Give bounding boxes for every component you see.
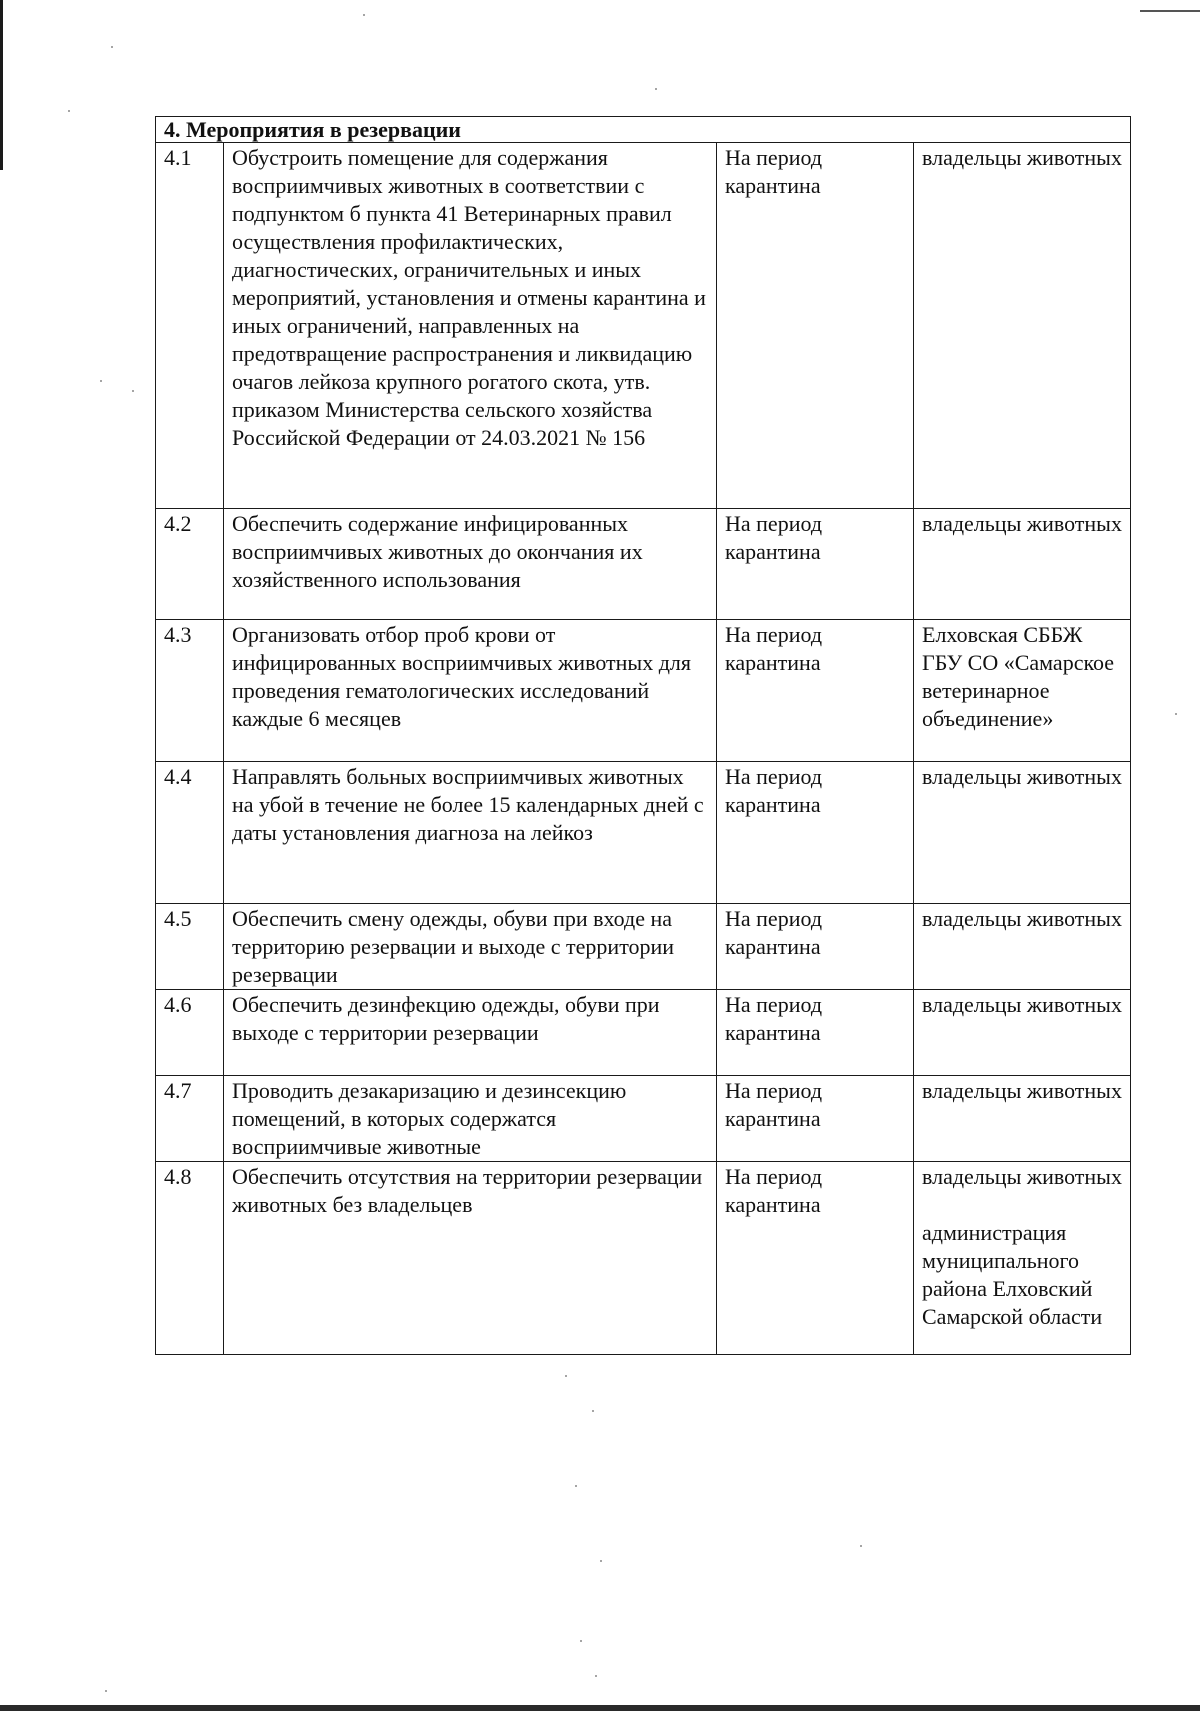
responsible-text: владельцы животных: [922, 764, 1122, 789]
row-action: Обеспечить отсутствия на территории резервации животных без владельцев: [224, 1162, 717, 1355]
row-period: На период карантина: [717, 990, 914, 1076]
scan-speck: [592, 1410, 594, 1412]
scan-speck: [565, 1375, 567, 1377]
scan-edge-top-right: [1140, 10, 1200, 12]
responsible-spacer: [922, 1191, 1122, 1219]
row-responsible: [914, 143, 1131, 509]
row-action: Обеспечить смену одежды, обуви при входе на территорию резервации и выходе с территории резервации: [224, 904, 717, 990]
row-responsible: [914, 509, 1131, 620]
row-number: 4.3: [156, 620, 224, 762]
scan-edge-left: [0, 0, 3, 170]
row-action: Направлять больных восприимчивых животных на убой в течение не более 15 календарных дней с даты установления диагноза на лейкоз: [224, 762, 717, 904]
row-number: 4.6: [156, 990, 224, 1076]
scan-edge-bottom: [0, 1705, 1200, 1711]
responsible-text: Елховская СББЖ ГБУ СО «Самарское ветеринарное объединение»: [922, 622, 1115, 731]
row-period: На период карантина: [717, 1076, 914, 1162]
section-header-row: [156, 117, 1131, 143]
scan-speck: [68, 110, 70, 112]
row-action: Обеспечить содержание инфицированных восприимчивых животных до окончания их хозяйственного использования: [224, 509, 717, 620]
row-period: На период карантина: [717, 762, 914, 904]
scan-speck: [132, 390, 134, 392]
row-period: На период карантина: [717, 143, 914, 509]
responsible-text: администрация муниципального района Елховский Самарской области: [922, 1220, 1103, 1329]
row-responsible: [914, 762, 1131, 904]
scan-speck: [1175, 713, 1177, 715]
row-number: 4.1: [156, 143, 224, 509]
row-number: 4.5: [156, 904, 224, 990]
row-number: 4.8: [156, 1162, 224, 1355]
table-row: [156, 762, 1131, 904]
row-period: На период карантина: [717, 904, 914, 990]
scan-speck: [100, 380, 102, 382]
scan-speck: [655, 88, 657, 90]
row-action: Обеспечить дезинфекцию одежды, обуви при выходе с территории резервации: [224, 990, 717, 1076]
scan-speck: [595, 1675, 597, 1677]
row-period: На период карантина: [717, 1162, 914, 1355]
responsible-text: владельцы животных: [922, 906, 1122, 931]
scan-speck: [111, 46, 113, 48]
row-period: На период карантина: [717, 509, 914, 620]
table-row: [156, 904, 1131, 990]
scan-speck: [600, 1560, 602, 1562]
responsible-text: владельцы животных: [922, 511, 1122, 536]
responsible-text: владельцы животных: [922, 1078, 1122, 1103]
scan-speck: [105, 1690, 107, 1692]
row-action: Обустроить помещение для содержания восприимчивых животных в соответствии с подпунктом б пункта 41 Ветеринарных правил осуществления профилактических, диагностических, ограничительных и иных мероприятий, установления и отмены карантина и иных ограничений, направленных на предотвращение распространения и ликвидацию очагов лейкоза крупного рогатого скота, утв. приказом Министерства сельского хозяйства Российской Федерации от 24.03.2021 № 156: [224, 143, 717, 509]
table-row: [156, 1162, 1131, 1355]
row-action: Организовать отбор проб крови от инфицированных восприимчивых животных для проведения гематологических исследований каждые 6 месяцев: [224, 620, 717, 762]
row-responsible: [914, 990, 1131, 1076]
row-action: Проводить дезакаризацию и дезинсекцию помещений, в которых содержатся восприимчивые животные: [224, 1076, 717, 1162]
responsible-text: владельцы животных: [922, 145, 1122, 170]
row-number: 4.7: [156, 1076, 224, 1162]
scan-speck: [580, 1640, 582, 1642]
row-responsible: [914, 904, 1131, 990]
responsible-text: владельцы животных: [922, 992, 1122, 1017]
responsible-text: владельцы животных: [922, 1164, 1122, 1189]
section-title: 4. Мероприятия в резервации: [156, 117, 1131, 143]
table-row: [156, 509, 1131, 620]
row-responsible: [914, 1076, 1131, 1162]
row-responsible: [914, 1162, 1131, 1355]
row-period: На период карантина: [717, 620, 914, 762]
table-row: [156, 1076, 1131, 1162]
table-row: [156, 990, 1131, 1076]
table-row: [156, 143, 1131, 509]
measures-table: [155, 116, 1131, 1355]
scan-speck: [860, 1545, 862, 1547]
table-row: [156, 620, 1131, 762]
row-number: 4.2: [156, 509, 224, 620]
scan-speck: [575, 1485, 577, 1487]
row-number: 4.4: [156, 762, 224, 904]
scan-speck: [363, 14, 365, 16]
row-responsible: [914, 620, 1131, 762]
